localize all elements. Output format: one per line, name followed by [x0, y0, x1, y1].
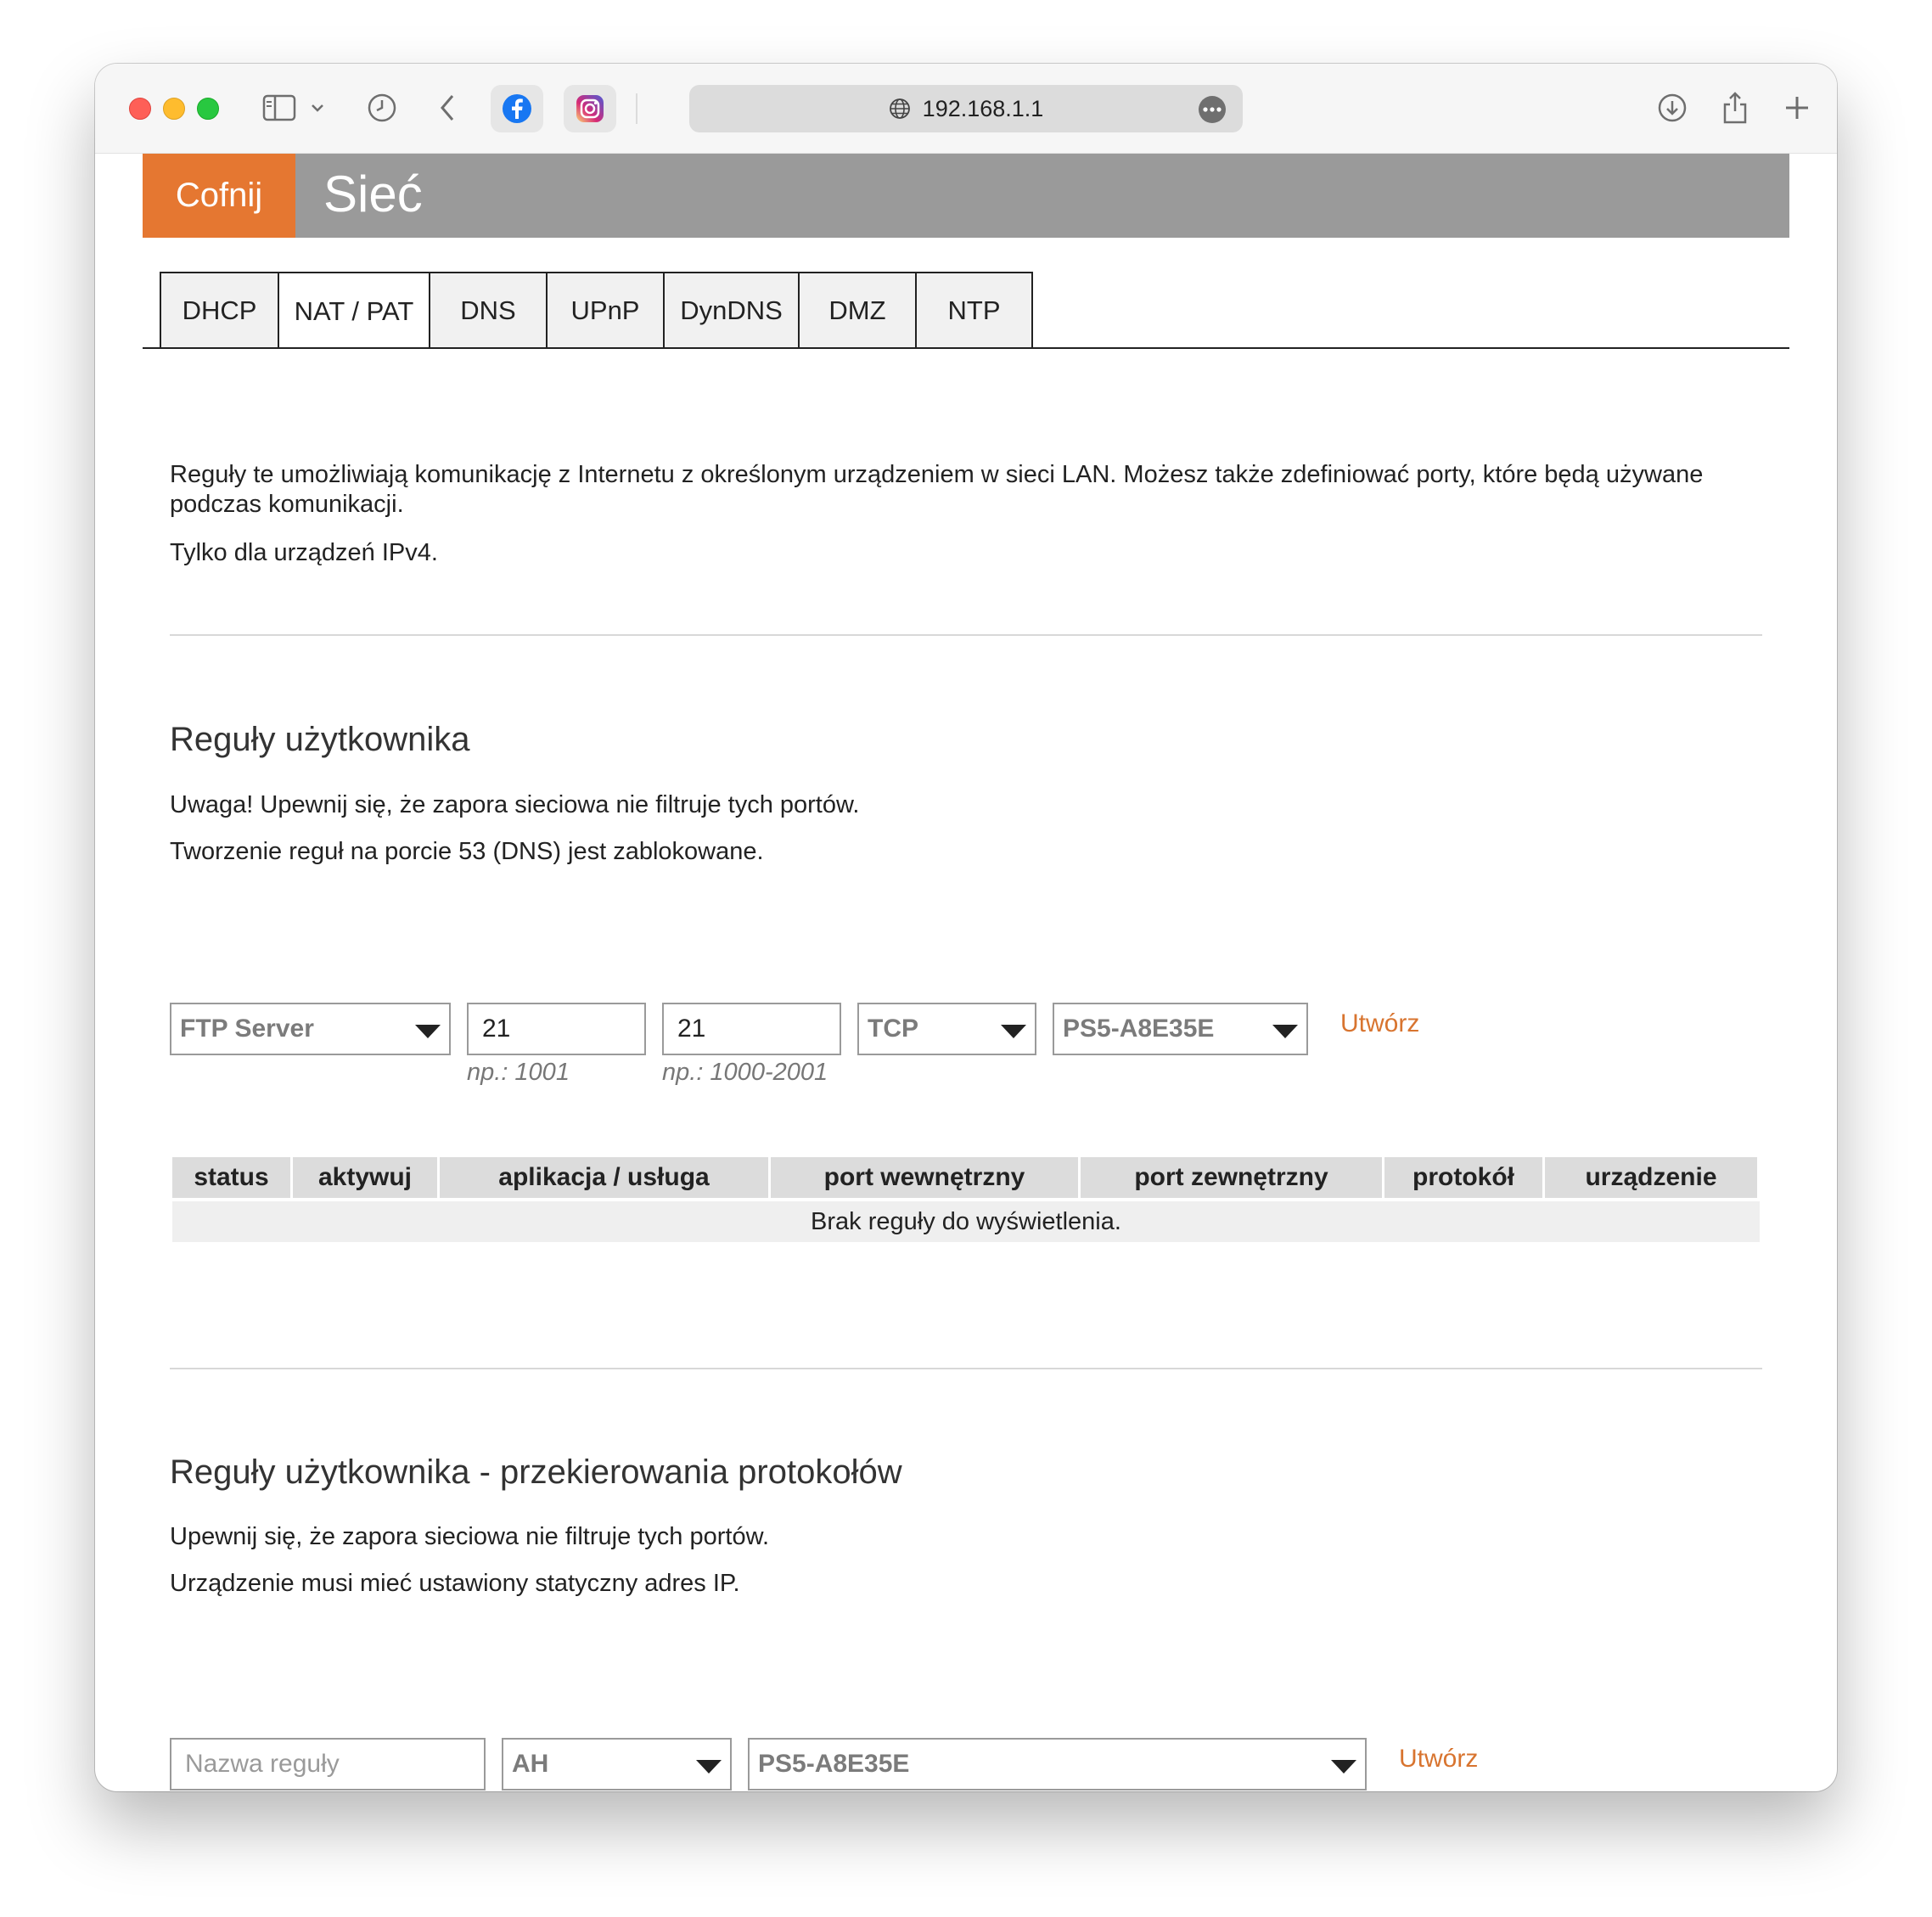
create-protocol-rule-button[interactable]: Utwórz — [1399, 1745, 1479, 1773]
maximize-window-button[interactable] — [197, 98, 219, 120]
section-divider — [170, 634, 1762, 636]
instagram-icon — [575, 93, 605, 124]
column-external-port: port zewnętrzny — [1081, 1157, 1382, 1198]
facebook-tab[interactable] — [491, 85, 543, 132]
share-icon[interactable] — [1718, 87, 1752, 128]
chevron-down-icon[interactable] — [307, 87, 328, 128]
external-port-input[interactable]: 21 — [662, 1003, 841, 1055]
globe-icon — [889, 98, 911, 120]
service-select-value: FTP Server — [180, 1015, 314, 1043]
protocol-forward-select[interactable] — [502, 1738, 732, 1791]
rule-name-input[interactable]: Nazwa reguły — [170, 1738, 486, 1791]
tab-dyndns[interactable]: DynDNS — [663, 272, 798, 347]
device-select-value: PS5-A8E35E — [1063, 1015, 1215, 1043]
dropdown-arrow-icon — [1001, 1025, 1026, 1038]
empty-table-message: Brak reguły do wyświetlenia. — [172, 1201, 1760, 1242]
protocol-select-value: TCP — [868, 1015, 918, 1043]
protocol-forward-value: AH — [512, 1750, 549, 1778]
instagram-tab[interactable] — [564, 85, 616, 132]
dropdown-arrow-icon — [1272, 1025, 1298, 1038]
minimize-window-button[interactable] — [163, 98, 185, 120]
browser-toolbar — [95, 64, 1837, 154]
column-status: status — [172, 1157, 290, 1198]
tab-ntp[interactable]: NTP — [915, 272, 1033, 347]
tab-upnp[interactable]: UPnP — [546, 272, 663, 347]
user-rules-note: Uwaga! Upewnij się, że zapora sieciowa nie filtruje tych portów. — [170, 791, 860, 818]
column-protocol: protokół — [1384, 1157, 1542, 1198]
protocol-device-value: PS5-A8E35E — [758, 1750, 910, 1778]
user-rules-heading: Reguły użytkownika — [170, 721, 470, 758]
column-device: urządzenie — [1545, 1157, 1757, 1198]
more-options-icon[interactable] — [1199, 96, 1226, 123]
back-button[interactable]: Cofnij — [143, 154, 295, 238]
column-internal-port: port wewnętrzny — [771, 1157, 1078, 1198]
page-content — [143, 154, 1789, 1791]
create-rule-button[interactable]: Utwórz — [1340, 1009, 1420, 1037]
ipv4-note: Tylko dla urządzeń IPv4. — [170, 539, 438, 566]
dns-block-note: Tworzenie reguł na porcie 53 (DNS) jest zablokowane. — [170, 838, 764, 865]
browser-window — [95, 64, 1837, 1791]
external-port-hint: np.: 1000-2001 — [662, 1059, 828, 1086]
static-ip-note: Urządzenie musi mieć ustawiony statyczny adres IP. — [170, 1570, 740, 1597]
tab-dmz[interactable]: DMZ — [798, 272, 915, 347]
tab-nat-pat[interactable]: NAT / PAT — [278, 272, 429, 349]
url-text: 192.168.1.1 — [922, 95, 1044, 121]
tab-dhcp[interactable]: DHCP — [160, 272, 278, 347]
history-icon[interactable] — [365, 87, 399, 128]
page-title: Sieć — [323, 166, 423, 222]
device-select[interactable] — [1053, 1003, 1308, 1055]
tab-bar — [160, 272, 1033, 349]
dropdown-arrow-icon — [1331, 1760, 1356, 1774]
protocol-rules-note: Upewnij się, że zapora sieciowa nie filtruje tych portów. — [170, 1523, 769, 1550]
internal-port-input[interactable]: 21 — [467, 1003, 646, 1055]
protocol-select[interactable] — [857, 1003, 1036, 1055]
intro-text: Reguły te umożliwiają komunikację z Internetu z określonym urządzeniem w sieci LAN. Możesz także zdefiniować porty, które będą używane podczas komunikacji. — [170, 461, 1704, 518]
service-select[interactable] — [170, 1003, 451, 1055]
sidebar-icon[interactable] — [261, 87, 298, 128]
new-tab-icon[interactable] — [1780, 87, 1814, 128]
page-header — [143, 154, 1789, 238]
protocol-device-select[interactable] — [748, 1738, 1367, 1791]
column-service: aplikacja / usługa — [440, 1157, 768, 1198]
dropdown-arrow-icon — [696, 1760, 722, 1774]
dropdown-arrow-icon — [415, 1025, 441, 1038]
protocol-rules-heading: Reguły użytkownika - przekierowania protokołów — [170, 1453, 902, 1491]
facebook-icon — [502, 93, 532, 124]
close-window-button[interactable] — [129, 98, 151, 120]
download-icon[interactable] — [1655, 87, 1689, 128]
column-activate: aktywuj — [293, 1157, 437, 1198]
tab-dns[interactable]: DNS — [429, 272, 546, 347]
section-divider — [170, 1368, 1762, 1369]
internal-port-hint: np.: 1001 — [467, 1059, 570, 1086]
tabs-divider — [143, 347, 1789, 349]
back-icon[interactable] — [435, 87, 460, 128]
toolbar-divider — [636, 93, 637, 124]
address-bar[interactable] — [689, 85, 1243, 132]
